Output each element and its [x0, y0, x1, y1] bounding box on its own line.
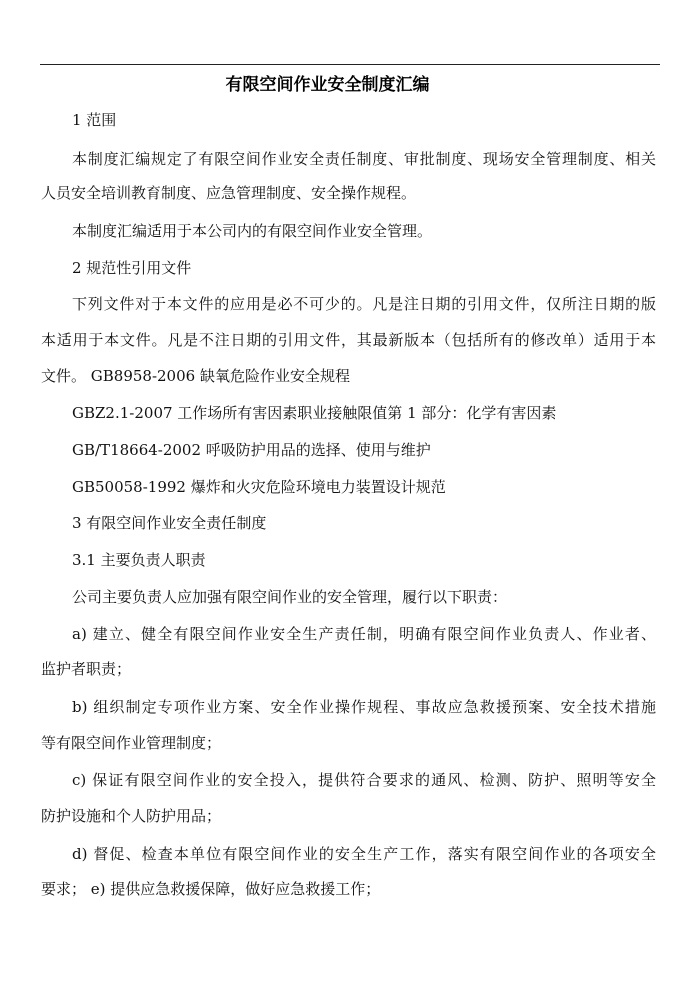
header-rule [40, 64, 660, 65]
paragraph-line: 人员安全培训教育制度、应急管理制度、安全操作规程。 [41, 184, 417, 202]
list-item-line: 防护设施和个人防护用品； [41, 807, 222, 825]
subsection-heading: 3.1 主要负责人职责 [72, 551, 206, 569]
list-item-line: c) 保证有限空间作业的安全投入，提供符合要求的通风、检测、防护、照明等安全 [72, 771, 656, 789]
reference-line: GBZ2.1-2007 工作场所有害因素职业接触限值第 1 部分：化学有害因素 [72, 404, 557, 422]
reference-line: GB/T18664-2002 呼吸防护用品的选择、使用与维护 [72, 441, 431, 459]
paragraph-line: 本制度汇编规定了有限空间作业安全责任制度、审批制度、现场安全管理制度、相关 [72, 150, 656, 168]
list-item-line: 监护者职责； [41, 660, 132, 678]
paragraph-line: 本制度汇编适用于本公司内的有限空间作业安全管理。 [72, 222, 433, 240]
paragraph-line: 本适用于本文件。凡是不注日期的引用文件，其最新版本（包括所有的修改单）适用于本 [41, 331, 656, 349]
list-item-line: b) 组织制定专项作业方案、安全作业操作规程、事故应急救援预案、安全技术措施 [72, 698, 656, 716]
paragraph-line: 下列文件对于本文件的应用是必不可少的。凡是注日期的引用文件，仅所注日期的版 [72, 295, 656, 313]
list-item-line: d) 督促、检查本单位有限空间作业的安全生产工作，落实有限空间作业的各项安全 [72, 845, 656, 863]
section-heading: 3 有限空间作业安全责任制度 [72, 514, 267, 532]
section-heading: 2 规范性引用文件 [72, 259, 192, 277]
list-item-line: a) 建立、健全有限空间作业安全生产责任制，明确有限空间作业负责人、作业者、 [72, 625, 656, 643]
section-heading: 1 范围 [72, 111, 117, 129]
list-item-line: 等有限空间作业管理制度； [41, 734, 222, 752]
reference-line: 文件。 GB8958-2006 缺氧危险作业安全规程 [41, 367, 350, 385]
list-item-line: 要求； e) 提供应急救援保障，做好应急救援工作； [41, 880, 381, 898]
document-title: 有限空间作业安全制度汇编 [225, 75, 430, 95]
paragraph-line: 公司主要负责人应加强有限空间作业的安全管理，履行以下职责： [72, 588, 508, 606]
reference-line: GB50058-1992 爆炸和火灾危险环境电力装置设计规范 [72, 478, 446, 496]
